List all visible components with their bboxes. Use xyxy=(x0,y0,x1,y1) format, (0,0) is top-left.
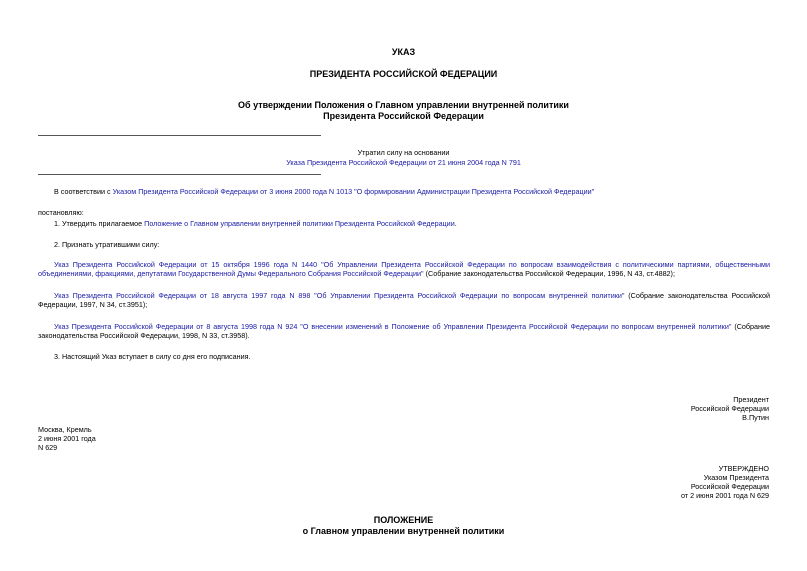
doc-type-heading: УКАЗ xyxy=(391,47,416,57)
repealed-act-3-link[interactable]: Указ Президента Российской Федерации от 8 августа 1998 года N 924 "О внесении изменений в Положение об Управлении Президента Российской Федерации по вопросам внутренней политики" xyxy=(54,322,732,331)
repeal-link[interactable]: Указа Президента Российской Федерации от 21 июня 2004 года N 791 xyxy=(286,158,521,167)
signature-line-3: В.Путин xyxy=(742,413,769,422)
place-date-block xyxy=(38,425,96,452)
item-1-prefix: 1. Утвердить прилагаемое xyxy=(54,219,145,228)
preamble-prefix: В соответствии с xyxy=(54,187,113,196)
repealed-act-3-source: (Собрание законодательства Российской Федерации, 1998, N 33, ст.3958). xyxy=(38,322,771,340)
place-line: Москва, Кремль xyxy=(38,425,92,434)
divider-bottom xyxy=(38,174,321,175)
item-1-suffix: . xyxy=(454,219,457,228)
regulation-subtitle: о Главном управлении внутренней политики xyxy=(302,526,505,536)
item-1 xyxy=(54,219,774,228)
date-line: 2 июня 2001 года xyxy=(38,434,96,443)
subject-line-1: Об утверждении Положения о Главном управлении внутренней политики xyxy=(238,100,569,110)
signature-block xyxy=(691,395,769,422)
divider-top xyxy=(38,135,321,136)
preamble-link[interactable]: Указом Президента Российской Федерации от 3 июня 2000 года N 1013 "О формировании Администрации Президента Российской Федерации" xyxy=(112,187,595,196)
number-line: N 629 xyxy=(38,443,58,452)
item-1-link[interactable]: Положение о Главном управлении внутренней политики Президента Российской Федерации xyxy=(144,219,455,228)
resolved-text: постановляю: xyxy=(38,208,84,217)
subject-line-2: Президента Российской Федерации xyxy=(323,111,484,121)
issuer-heading: ПРЕЗИДЕНТА РОССИЙСКОЙ ФЕДЕРАЦИИ xyxy=(309,69,498,79)
preamble xyxy=(54,187,774,196)
repealed-act-3 xyxy=(38,322,770,340)
signature-line-2: Российской Федерации xyxy=(690,404,769,413)
approved-line-2: Указом Президента xyxy=(703,473,769,482)
repealed-act-2-source: (Собрание законодательства Российской Федерации, 1997, N 34, ст.3951); xyxy=(38,291,771,309)
approved-block xyxy=(681,464,769,500)
regulation-title: ПОЛОЖЕНИЕ xyxy=(373,515,434,525)
item-2: 2. Признать утратившими силу: xyxy=(54,240,160,249)
repeal-label: Утратил силу на основании xyxy=(357,148,450,157)
repealed-act-1-source: (Собрание законодательства Российской Федерации, 1996, N 43, ст.4882); xyxy=(423,269,675,278)
repealed-act-2-link[interactable]: Указ Президента Российской Федерации от 18 августа 1997 года N 898 "Об Управлении Президента Российской Федерации по вопросам внутренней политики" xyxy=(54,291,625,300)
repealed-act-1-link[interactable]: Указ Президента Российской Федерации от 15 октября 1996 года N 1440 "Об Управлении Президента Российской Федерации по вопросам взаимодействия с политическими партиями, общественными объединениями, фракциями, депутатами Государственной Думы Федерального Собрания Российской Федерации" xyxy=(38,260,770,278)
repealed-act-2 xyxy=(38,291,770,309)
approved-line-4: от 2 июня 2001 года N 629 xyxy=(680,491,769,500)
signature-line-1: Президент xyxy=(733,395,769,404)
approved-line-3: Российской Федерации xyxy=(690,482,769,491)
item-3: 3. Настоящий Указ вступает в силу со дня его подписания. xyxy=(54,352,251,361)
approved-line-1: УТВЕРЖДЕНО xyxy=(718,464,769,473)
repealed-act-1 xyxy=(38,260,770,278)
